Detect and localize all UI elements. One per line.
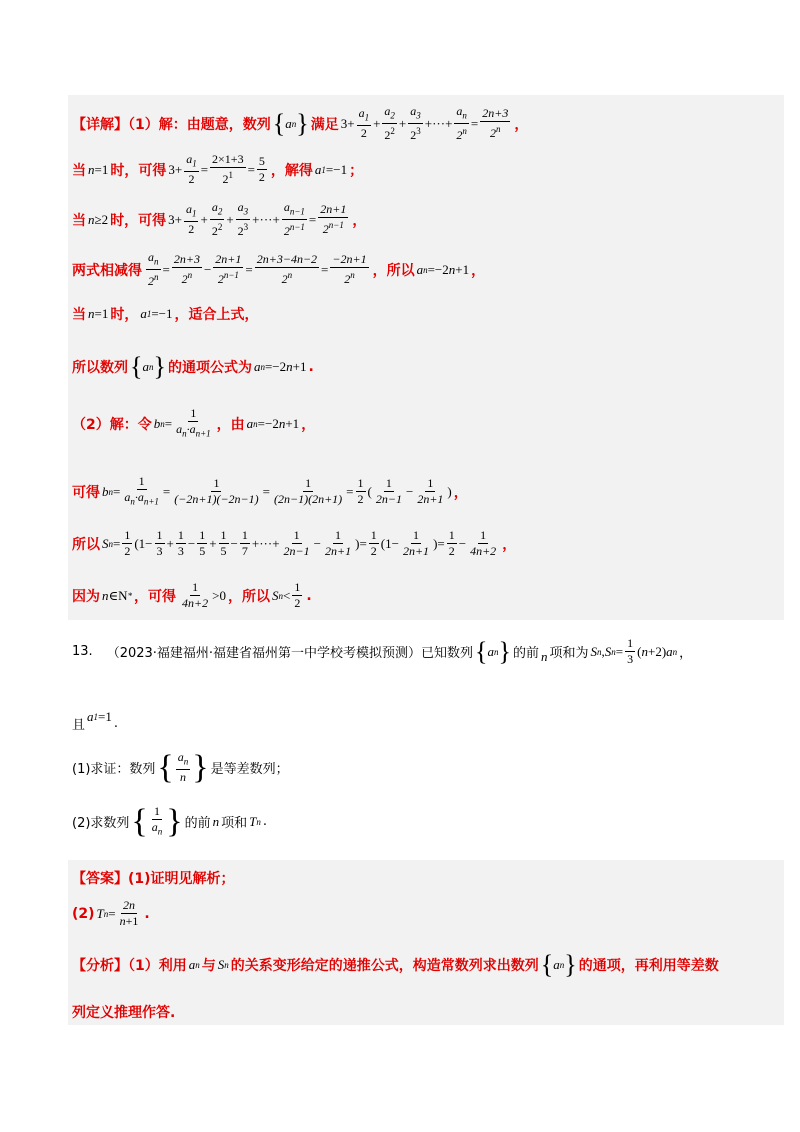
formula: S n bbox=[217, 957, 229, 972]
formula: a n bbox=[188, 957, 200, 972]
answer-line-1 bbox=[72, 868, 235, 888]
formula: 3+ $\frac{a_1}{2}$ = $\frac{2\times 1+3}{2^1}$ = $\frac{5}{2}$ bbox=[168, 152, 265, 187]
formula: a 1 =−1 bbox=[314, 161, 348, 177]
formula: a n =−2 n +1 bbox=[253, 359, 307, 374]
formula: a 1 =1 bbox=[87, 708, 112, 724]
formula: $\frac{a_n}{2^n}$ = $\frac{2n+3}{2^n}$ − $\frac{2n+1}{2^{n-1}}$ = $\frac{2n+3-4n-2}{2^n}$ = $\frac{-2n+1}{2^n}$ bbox=[148, 250, 367, 289]
formula: n bbox=[541, 648, 548, 664]
formula: n bbox=[212, 813, 220, 829]
question-2: (2)求数列 { $\frac{1}{a_n}$ } 的前 n 项和 T n . bbox=[72, 802, 267, 840]
analysis-line-2: 列定义推理作答. bbox=[72, 1005, 176, 1021]
formula: a 1 =−1 bbox=[140, 306, 173, 321]
detail-label: 【详解】（1）解：由题意，数列 bbox=[72, 116, 271, 133]
formula: n ∈N * bbox=[102, 587, 133, 603]
formula: S n , S n = $\frac{1}{3}$ ( n +2) a n bbox=[590, 636, 678, 666]
problem-number: 13. bbox=[72, 644, 93, 659]
problem-13-line-1: 13. （2023·福建福州·福建省福州第一中学校考模拟预测）已知数列 { a n } 的前 n 项和为 S n , S n = $\frac{1}{3}$ ( n +2) a n ， bbox=[72, 636, 693, 666]
formula: { a n } bbox=[475, 636, 512, 666]
formula: T n = $\frac{2n}{n+1}$ bbox=[96, 898, 139, 928]
detail-line-10: 因为 n ∈N * ，可得 $\frac{1}{4n+2}$ >0 ，所以 S n < $\frac{1}{2}$ . bbox=[72, 580, 312, 610]
problem-source: （2023·福建福州·福建省福州第一中学校考模拟预测）已知数列 bbox=[106, 646, 474, 661]
formula: n =1 bbox=[88, 306, 109, 321]
formula: 3+ $\frac{a_1}{2}$ + $\frac{a_2}{2^2}$ + $\frac{a_3}{2^3}$ +···+ $\frac{a_{n-1}}{2^{n-1}}$ = $\frac{2n+1}{2^{n-1}}$ bbox=[168, 200, 347, 239]
answer-label: 【答案】(1)证明见解析； bbox=[72, 871, 235, 887]
formula: { $\frac{a_n}{n}$ } bbox=[157, 748, 209, 786]
question-1: (1)求证：数列 { $\frac{a_n}{n}$ } 是等差数列； bbox=[72, 748, 289, 786]
formula: 3+ $\frac{a_1}{2}$ + $\frac{a_2}{2^2}$ + $\frac{a_3}{2^3}$ +···+ $\frac{a_n}{2^n}$ = $\frac{2n+3}{2^n}$ bbox=[340, 104, 509, 143]
detail-line-3: 当 n ≥2 时，可得 3+ $\frac{a_1}{2}$ + $\frac{a_2}{2^2}$ + $\frac{a_3}{2^3}$ +···+ $\frac{a_{n-1}}{2^{n-1}}$ = $\frac{2n+1}{2^{n-1}}$ ， bbox=[72, 200, 367, 239]
problem-13-line-2: 且 a 1 =1 . bbox=[72, 708, 118, 733]
formula: b n = $\frac{1}{a_n\cdot a_{n+1}}$ = $\frac{1}{(-2n+1)(-2n-1)}$ = $\frac{1}{(2n-1)(2n+1)}$ = $\frac{1}{2}$ ( $\frac{1}{2n-1}$ − $\frac{1}{2n+1}$ ) bbox=[102, 474, 452, 507]
formula: { a n } bbox=[540, 950, 577, 979]
formula: $\frac{1}{4n+2}$ >0 bbox=[182, 580, 226, 610]
detail-line-4: 两式相减得 $\frac{a_n}{2^n}$ = $\frac{2n+3}{2^n}$ − $\frac{2n+1}{2^{n-1}}$ = $\frac{2n+3-4n-2}{2^n}$ = $\frac{-2n+1}{2^n}$ ，所以 a n =−2 n +1 ， bbox=[72, 250, 486, 289]
detail-line-1: 【详解】（1）解：由题意，数列 { a n } 满足 3+ $\frac{a_1}{2}$ + $\frac{a_2}{2^2}$ + $\frac{a_3}{2^3}$ +···+ $\frac{a_n}{2^n}$ = $\frac{2n+3}{2^n}$ ， bbox=[72, 104, 529, 143]
formula: { a n } bbox=[130, 352, 166, 381]
analysis-label: 【分析】（1）利用 bbox=[72, 958, 187, 974]
detail-line-6: 所以数列 { a n } 的通项公式为 a n =−2 n +1 . bbox=[72, 352, 314, 381]
detail-line-2: 当 n =1 时，可得 3+ $\frac{a_1}{2}$ = $\frac{2\times 1+3}{2^1}$ = $\frac{5}{2}$ ，解得 a 1 =−1 ； bbox=[72, 152, 364, 187]
detail-line-7: （2）解：令 b n = $\frac{1}{a_n\cdot a_{n+1}}$ ，由 a n =−2 n +1 ， bbox=[72, 406, 315, 441]
formula: n ≥2 bbox=[88, 211, 109, 227]
detail-line-5: 当 n =1 时， a 1 =−1 ，适合上式， bbox=[72, 306, 259, 323]
formula: a n =−2 n +1 bbox=[416, 261, 470, 277]
analysis-line-1: 【分析】（1）利用 a n 与 S n 的关系变形给定的递推公式，构造常数列求出数列 { a n } 的通项，再利用等差数 bbox=[72, 950, 719, 979]
formula: { a n } bbox=[272, 108, 309, 138]
formula: { $\frac{1}{a_n}$ } bbox=[131, 802, 183, 840]
formula: S n < $\frac{1}{2}$ bbox=[271, 580, 301, 610]
answer-line-2: (2) T n = $\frac{2n}{n+1}$ . bbox=[72, 898, 150, 928]
formula: b n = $\frac{1}{a_n\cdot a_{n+1}}$ bbox=[153, 406, 211, 439]
formula: a n =−2 n +1 bbox=[246, 415, 300, 431]
formula: n =1 bbox=[88, 161, 109, 177]
formula: T n bbox=[249, 813, 261, 829]
detail-line-9: 所以 S n = $\frac{1}{2}$ (1− $\frac{1}{3}$ + $\frac{1}{3}$ − $\frac{1}{5}$ + $\frac{1}{5}$ − $\frac{1}{7}$ +···+ $\frac{1}{2n-1}$ − $\frac{1}{2n+1}$ )= $\frac{1}{2}$ (1− $\frac{1}{2n+1}$ )= $\frac{1}{2}$ − $\frac{1}{4n+2}$ ， bbox=[72, 528, 517, 558]
detail-line-8: 可得 b n = $\frac{1}{a_n\cdot a_{n+1}}$ = $\frac{1}{(-2n+1)(-2n-1)}$ = $\frac{1}{(2n-1)(2n+1)}$ = $\frac{1}{2}$ ( $\frac{1}{2n-1}$ − $\frac{1}{2n+1}$ ) ， bbox=[72, 474, 468, 509]
formula: S n = $\frac{1}{2}$ (1− $\frac{1}{3}$ + $\frac{1}{3}$ − $\frac{1}{5}$ + $\frac{1}{5}$ − $\frac{1}{7}$ +···+ $\frac{1}{2n-1}$ − $\frac{1}{2n+1}$ )= $\frac{1}{2}$ (1− $\frac{1}{2n+1}$ )= $\frac{1}{2}$ − $\frac{1}{4n+2}$ bbox=[102, 528, 497, 558]
